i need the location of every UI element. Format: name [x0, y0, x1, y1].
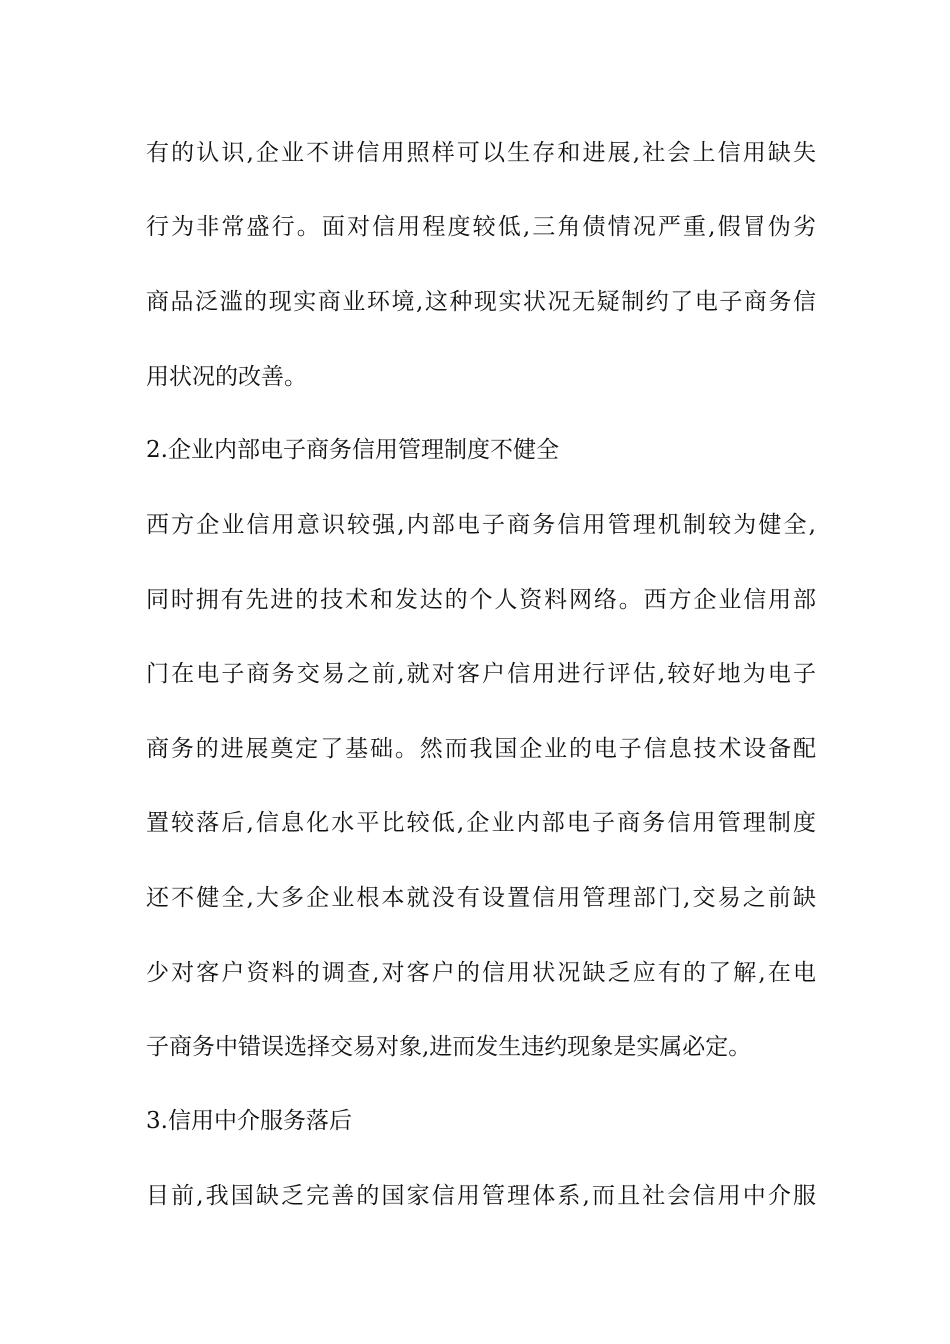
- paragraph-line: 西方企业信用意识较强,内部电子商务信用管理机制较为健全,: [146, 512, 816, 538]
- paragraph-line: 还不健全,大多企业根本就没有设置信用管理部门,交易之前缺: [146, 885, 816, 911]
- paragraph-line: 商务的进展奠定了基础。然而我国企业的电子信息技术设备配: [146, 736, 816, 762]
- paragraph-line: 同时拥有先进的技术和发达的个人资料网络。西方企业信用部: [146, 587, 816, 613]
- paragraph-line: 目前,我国缺乏完善的国家信用管理体系,而且社会信用中介服: [146, 1183, 816, 1209]
- paragraph-line: 有的认识,企业不讲信用照样可以生存和进展,社会上信用缺失: [146, 140, 816, 166]
- section-heading: 2.企业内部电子商务信用管理制度不健全: [146, 437, 559, 463]
- section-heading: 3.信用中介服务落后: [146, 1108, 352, 1134]
- paragraph-line: 行为非常盛行。面对信用程度较低,三角债情况严重,假冒伪劣: [146, 214, 816, 240]
- paragraph-line: 少对客户资料的调查,对客户的信用状况缺乏应有的了解,在电: [146, 960, 816, 986]
- paragraph-line: 商品泛滥的现实商业环境,这种现实状况无疑制约了电子商务信: [146, 289, 816, 315]
- paragraph-line: 子商务中错误选择交易对象,进而发生违约现象是实属必定。: [146, 1034, 752, 1060]
- paragraph-line: 门在电子商务交易之前,就对客户信用进行评估,较好地为电子: [146, 661, 816, 687]
- paragraph-line: 置较落后,信息化水平比较低,企业内部电子商务信用管理制度: [146, 810, 816, 836]
- paragraph-line: 用状况的改善。: [146, 364, 307, 390]
